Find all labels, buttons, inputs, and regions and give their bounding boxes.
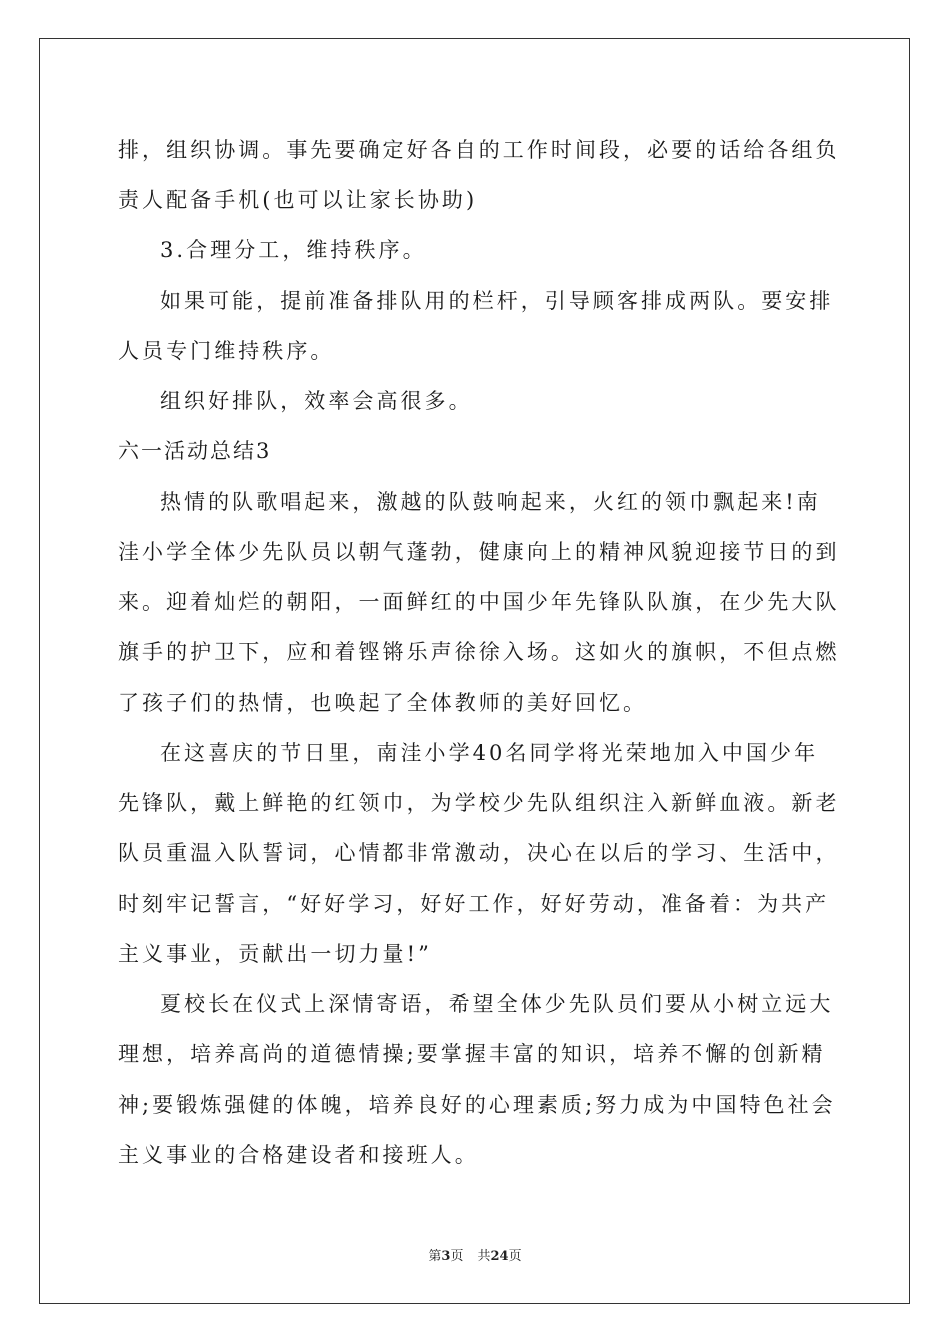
text-line: 人员专门维持秩序。 xyxy=(118,339,335,363)
text-line: 3.合理分工，维持秩序。 xyxy=(160,238,427,262)
footer-total-pages: 24 xyxy=(490,1249,509,1264)
text-line: 如果可能，提前准备排队用的栏杆，引导顾客排成两队。要安排 xyxy=(160,289,834,313)
text-line: 来。迎着灿烂的朝阳，一面鲜红的中国少年先锋队队旗，在少先大队 xyxy=(118,590,840,614)
text-line: 责人配备手机(也可以让家长协助) xyxy=(118,188,478,212)
text-line: 夏校长在仪式上深情寄语，希望全体少先队员们要从小树立远大 xyxy=(160,992,834,1016)
text-line: 时刻牢记誓言，“好好学习，好好工作，好好劳动，准备着：为共产 xyxy=(118,892,830,916)
text-line: 主义事业的合格建设者和接班人。 xyxy=(118,1143,479,1167)
text-line: 理想，培养高尚的道德情操;要掌握丰富的知识，培养不懈的创新精 xyxy=(118,1042,826,1066)
footer-total-prefix: 共 xyxy=(477,1249,491,1264)
text-line: 组织好排队，效率会高很多。 xyxy=(160,389,473,413)
text-line: 先锋队，戴上鲜艳的红领巾，为学校少先队组织注入新鲜血液。新老 xyxy=(118,791,840,815)
footer-total-unit: 页 xyxy=(508,1249,522,1264)
footer-prefix: 第 xyxy=(428,1249,442,1264)
text-line: 洼小学全体少先队员以朝气蓬勃，健康向上的精神风貌迎接节日的到 xyxy=(118,540,840,564)
footer-page-number: 3 xyxy=(441,1249,451,1264)
text-line: 热情的队歌唱起来，激越的队鼓响起来，火红的领巾飘起来!南 xyxy=(160,490,821,514)
text-line: 主义事业，贡献出一切力量!” xyxy=(118,942,432,966)
text-line: 了孩子们的热情，也唤起了全体教师的美好回忆。 xyxy=(118,691,648,715)
page-footer xyxy=(0,1249,950,1265)
text-line: 在这喜庆的节日里，南洼小学40名同学将光荣地加入中国少年 xyxy=(160,741,819,765)
text-line: 旗手的护卫下，应和着铿锵乐声徐徐入场。这如火的旗帜，不但点燃 xyxy=(118,640,840,664)
text-line: 队员重温入队誓词，心情都非常激动，决心在以后的学习、生活中， xyxy=(118,841,840,865)
text-line: 排，组织协调。事先要确定好各自的工作时间段，必要的话给各组负 xyxy=(118,138,840,162)
text-line: 神;要锻炼强健的体魄，培养良好的心理素质;努力成为中国特色社会 xyxy=(118,1093,836,1117)
section-heading: 六一活动总结3 xyxy=(118,439,272,463)
footer-page-unit: 页 xyxy=(450,1249,464,1264)
